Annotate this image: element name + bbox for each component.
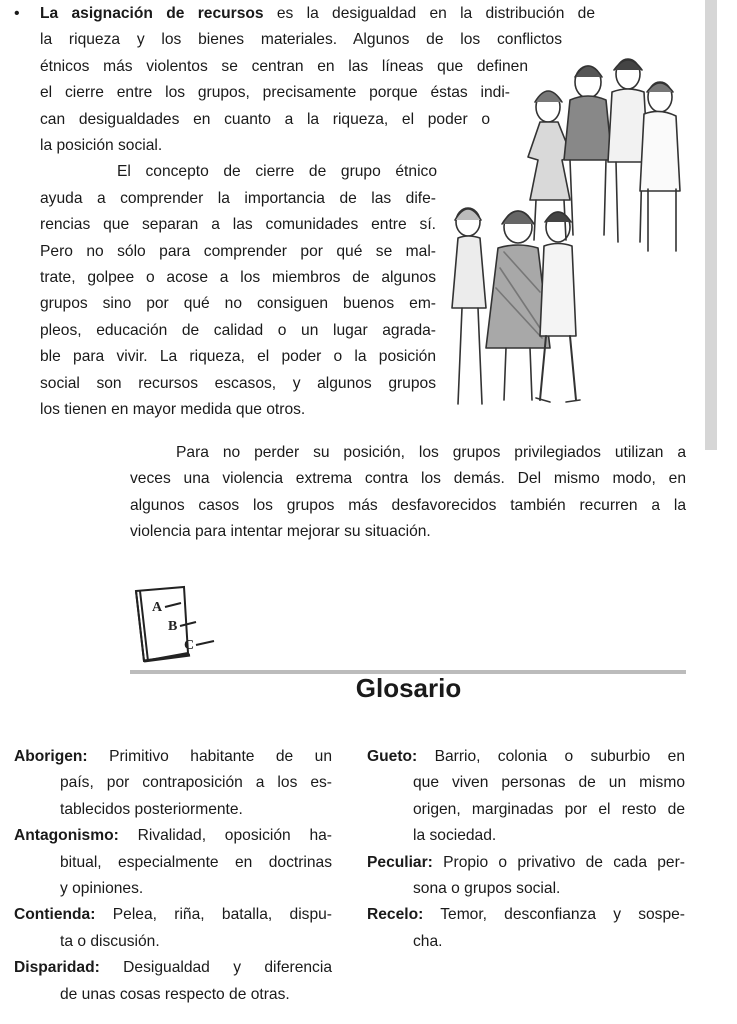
glossary-definition: Barrio, colonia o suburbio en xyxy=(417,748,685,765)
concept-line: ble para vivir. La riqueza, el poder o la posición xyxy=(40,348,436,366)
closing-line: veces una violencia extrema contra los demás. Del mismo modo, en xyxy=(130,470,686,488)
glossary-definition: sona o grupos social. xyxy=(413,880,561,898)
glossary-entry-aborigen xyxy=(14,744,332,823)
concept-line: grupos sino por qué no consiguen buenos em- xyxy=(40,295,436,313)
glossary-definition: que viven personas de un mismo xyxy=(413,774,685,792)
glossary-definition: Desigualdad y diferencia xyxy=(99,959,332,977)
glossary-title: Glosario xyxy=(355,673,462,703)
resources-line: es la desigualdad en la distribución de xyxy=(263,5,595,22)
glossary-term: Disparidad: xyxy=(14,959,100,977)
glossary-term: Gueto: xyxy=(367,748,418,765)
glossary-definition: de unas cosas respecto de otras. xyxy=(60,985,290,1003)
glossary-entry-disparidad xyxy=(14,955,332,1008)
closing-paragraph xyxy=(130,440,686,546)
glossary-definition: bitual, especialmente en doctrinas xyxy=(60,853,332,871)
glossary-term: Aborigen: xyxy=(14,748,88,765)
resources-line: el cierre entre los grupos, precisamente porque éstas indi- xyxy=(40,84,510,102)
glossary-definition: cha. xyxy=(413,932,443,950)
people-group-illustration xyxy=(440,42,690,412)
closing-line: algunos casos los grupos más desfavorecidos también recurren a la xyxy=(130,496,686,514)
glossary-definition: Rivalidad, oposición ha- xyxy=(118,827,332,845)
concept-line: los tienen en mayor medida que otros. xyxy=(40,401,306,419)
glossary-term: Contienda: xyxy=(14,906,96,924)
resources-term: La asignación de recursos xyxy=(40,5,264,22)
margin-sidebar-bar xyxy=(705,0,717,450)
glossary-definition: Primitivo habitante de un xyxy=(87,748,332,765)
glossary-term: Recelo: xyxy=(367,906,424,924)
concept-line: Pero no sólo para comprender por qué se mal- xyxy=(40,242,436,260)
concept-line: social son recursos escasos, y algunos grupos xyxy=(40,374,436,392)
glossary-right-column xyxy=(367,744,685,955)
concept-line: El concepto de cierre de grupo étnico xyxy=(117,163,437,181)
resources-line: la posición social. xyxy=(40,137,163,155)
glossary-definition: tablecidos posteriormente. xyxy=(60,800,243,818)
glossary-definition: Temor, desconfianza y sospe- xyxy=(423,906,685,924)
glossary-definition: ta o discusión. xyxy=(60,932,160,950)
icon-letter-b: B xyxy=(168,619,178,634)
concept-line: pleos, educación de calidad o un lugar agrada- xyxy=(40,321,436,339)
resources-line: étnicos más violentos se centran en las líneas que definen xyxy=(40,57,528,75)
glossary-entry-gueto xyxy=(367,744,685,850)
glossary-definition: la sociedad. xyxy=(413,827,497,845)
glossary-entry-recelo xyxy=(367,902,685,955)
glossary-definition: origen, marginadas por el resto de xyxy=(413,800,685,818)
bullet-marker: • xyxy=(14,5,20,22)
glossary-definition: país, por contraposición a los es- xyxy=(60,774,332,792)
resources-line: la riqueza y los bienes materiales. Algunos de los conflictos xyxy=(40,31,562,49)
closing-line: violencia para intentar mejorar su situación. xyxy=(130,523,431,541)
glossary-term: Antagonismo: xyxy=(14,827,119,845)
abc-book-icon xyxy=(132,585,232,670)
concept-line: ayuda a comprender la importancia de las dife- xyxy=(40,189,436,207)
closing-line: Para no perder su posición, los grupos privilegiados utilizan a xyxy=(176,444,686,461)
resources-line: can desigualdades en cuanto a la riqueza, el poder o xyxy=(40,110,490,128)
glossary-definition: Propio o privativo de cada per- xyxy=(432,853,685,871)
glossary-entry-antagonismo xyxy=(14,823,332,902)
icon-letter-c: C xyxy=(184,638,195,653)
glossary-term: Peculiar: xyxy=(367,853,433,871)
icon-letter-a: A xyxy=(152,600,163,615)
glossary-definition: Pelea, riña, batalla, dispu- xyxy=(95,906,332,924)
glossary-definition: y opiniones. xyxy=(60,880,144,898)
concept-line: trate, golpee o acose a los miembros de algunos xyxy=(40,269,436,287)
concept-line: rencias que separan a las comunidades entre sí. xyxy=(40,216,436,234)
glossary-entry-contienda xyxy=(14,902,332,955)
glossary-left-column xyxy=(14,744,332,1008)
glossary-entry-peculiar xyxy=(367,850,685,903)
